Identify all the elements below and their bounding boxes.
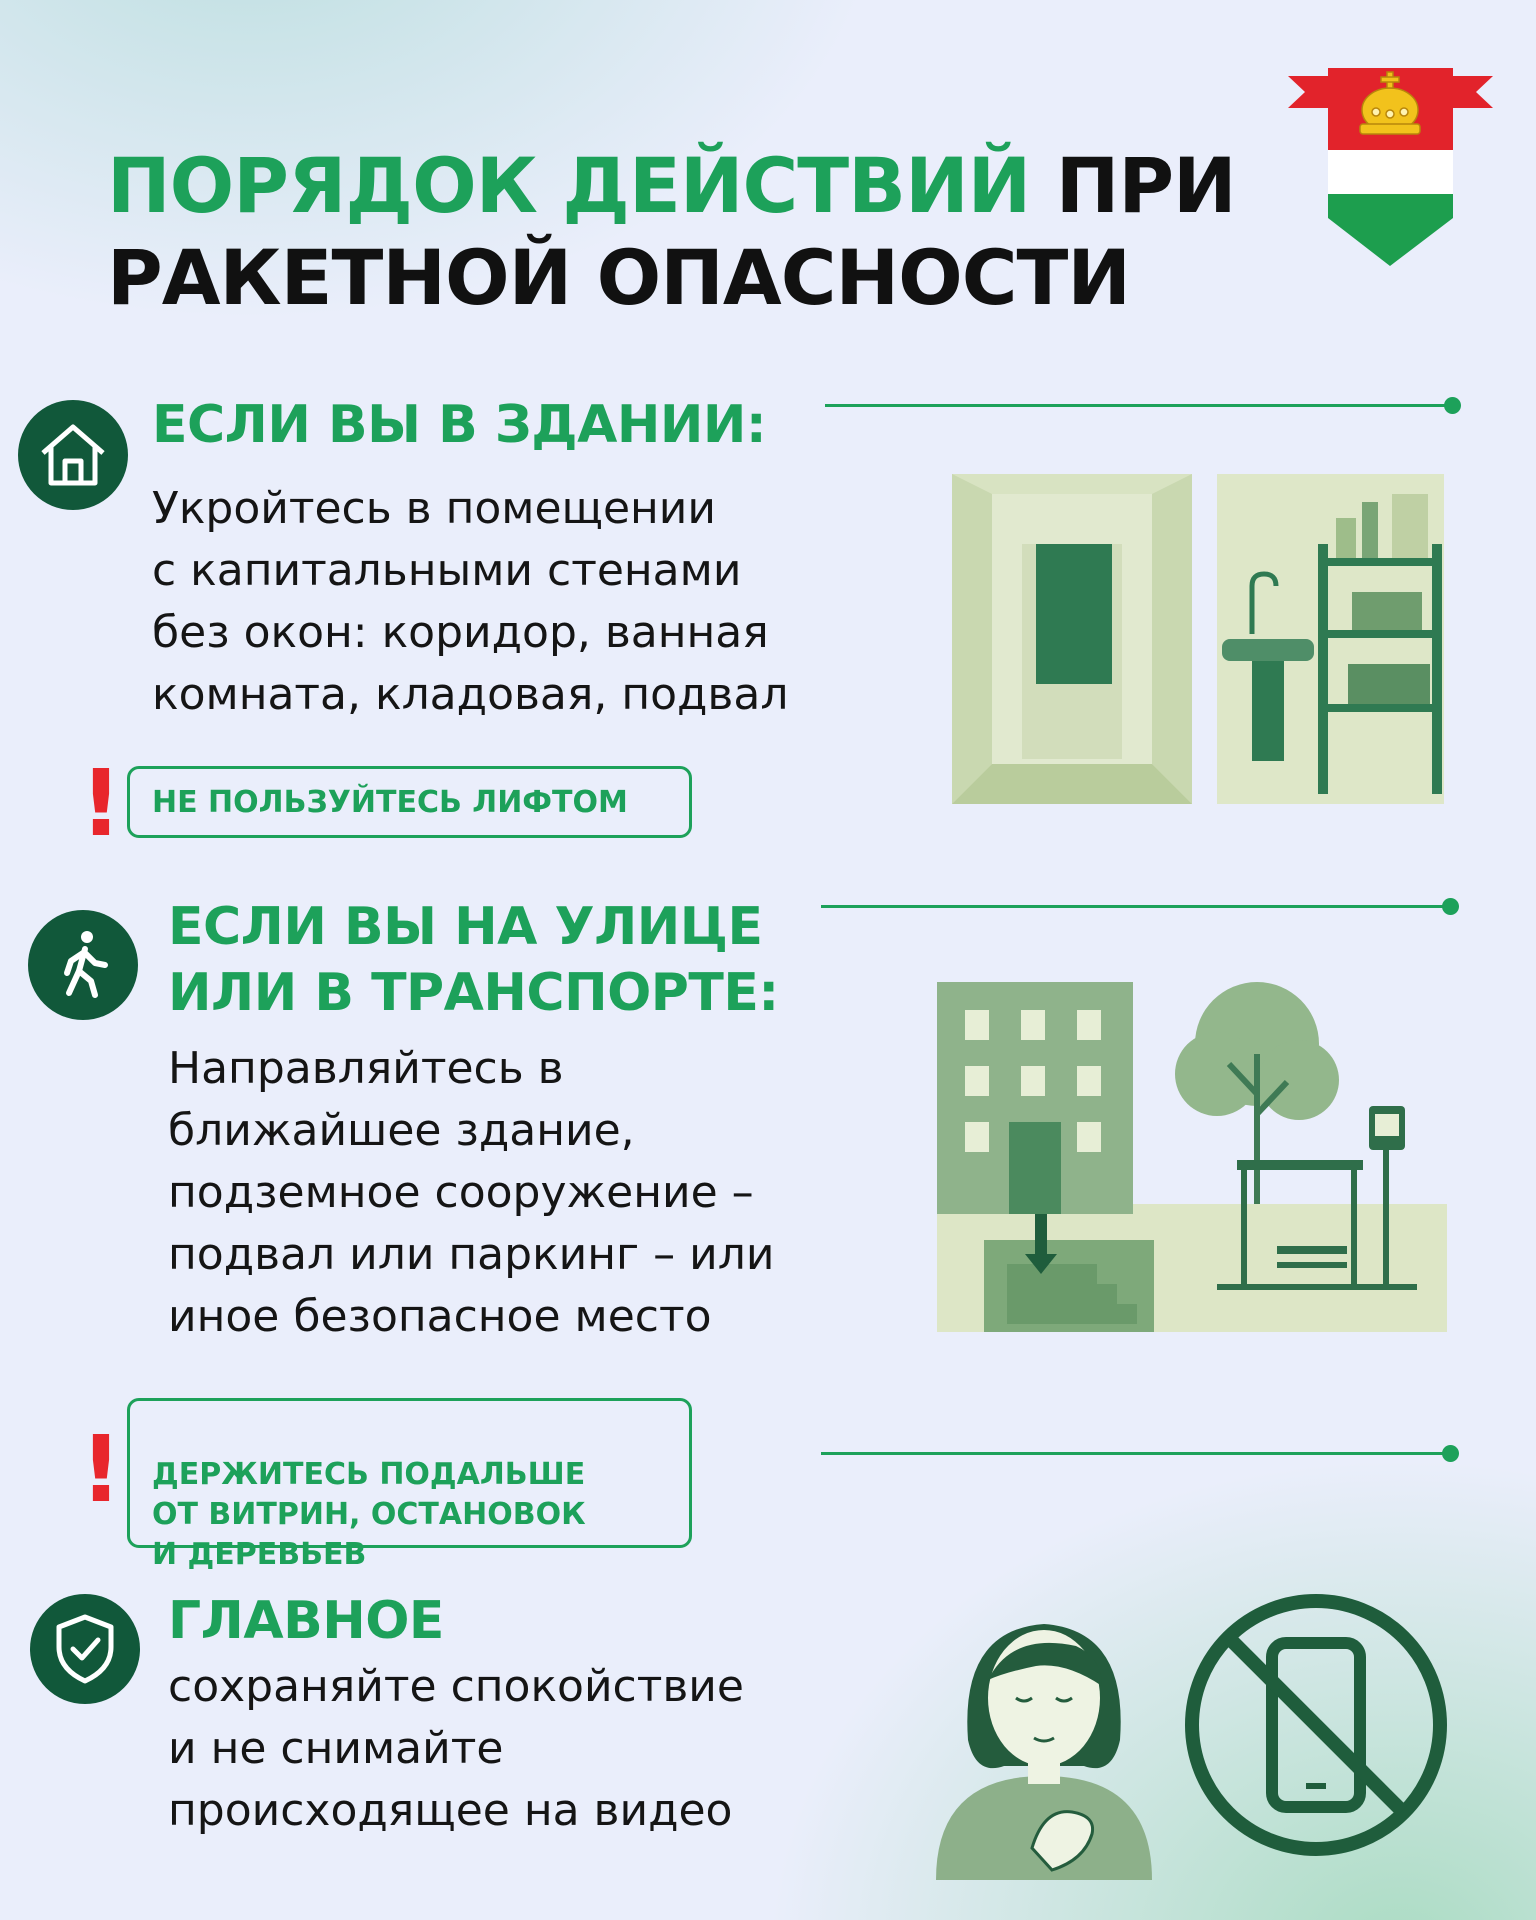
corridor-bathroom-illustration — [952, 474, 1444, 804]
warning-keep-away — [127, 1398, 692, 1572]
section-building-heading: ЕСЛИ ВЫ В ЗДАНИИ: — [152, 395, 767, 455]
warning-no-elevator: НЕ ПОЛЬЗУЙТЕСЬ ЛИФТОМ — [127, 766, 692, 838]
title-line2: РАКЕТНОЙ ОПАСНОСТИ — [107, 233, 1130, 322]
calm-woman-no-phone-illustration — [916, 1580, 1461, 1880]
section-street-text: Направляйтесь в ближайшее здание, подземное сооружение – подвал или паркинг – или иное безопасное место — [168, 1043, 775, 1342]
region-emblem — [1288, 58, 1493, 268]
warning-mark: ! — [80, 750, 122, 857]
section-building-rule — [825, 404, 1453, 407]
section-main-heading: ГЛАВНОЕ — [168, 1591, 444, 1651]
section-street-heading — [168, 894, 779, 1026]
section-building-text: Укройтесь в помещении с капитальными стенами без окон: коридор, ванная комната, кладовая, подвал — [152, 483, 789, 720]
house-icon — [18, 400, 128, 510]
title-rest: ПРИ — [1055, 141, 1236, 230]
section-main-text: сохраняйте спокойствие и не снимайте происходящее на видео — [168, 1661, 744, 1836]
title-accent: ПОРЯДОК ДЕЙСТВИЙ — [107, 141, 1031, 230]
section-street-heading-line1: ЕСЛИ ВЫ НА УЛИЦЕ — [168, 897, 763, 957]
shield-check-icon — [30, 1594, 140, 1704]
warning-mark: ! — [80, 1416, 122, 1523]
warning-keep-away-text: ДЕРЖИТЕСЬ ПОДАЛЬШЕ ОТ ВИТРИН, ОСТАНОВОК И ДЕРЕВЬЕВ — [152, 1457, 586, 1572]
section-street-rule — [821, 905, 1451, 908]
page-title — [107, 140, 1236, 324]
pedestrian-icon — [28, 910, 138, 1020]
section-street-heading-line2: ИЛИ В ТРАНСПОРТЕ: — [168, 963, 779, 1023]
section-main-rule — [821, 1452, 1451, 1455]
street-shelter-illustration — [937, 964, 1447, 1332]
